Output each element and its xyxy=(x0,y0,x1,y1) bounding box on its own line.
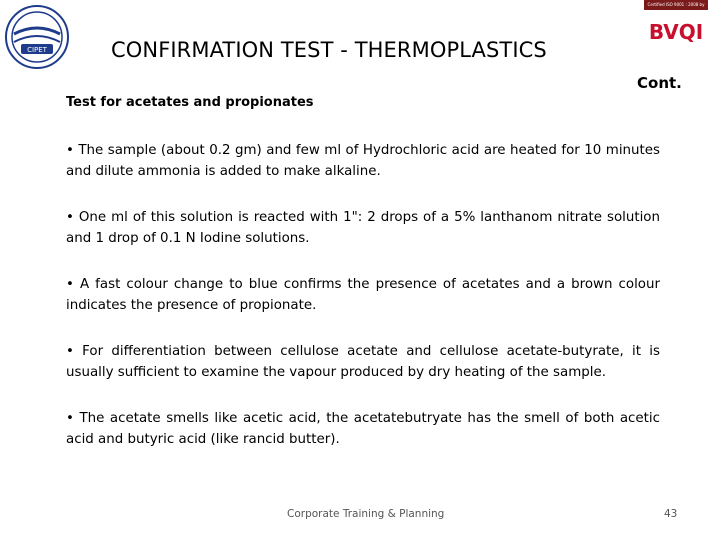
page-number: 43 xyxy=(664,508,678,520)
bullet-paragraph: • One ml of this solution is reacted with 1": 2 drops of a 5% lanthanom nitrate solution and 1 drop of 0.1 N Iodine solutions. xyxy=(66,210,660,246)
cipet-logo-text: CIPET xyxy=(27,46,47,54)
bullet-paragraph: • The acetate smells like acetic acid, the acetatebutryate has the smell of both acetic acid and butyric acid (like rancid butter). xyxy=(66,411,660,447)
footer-text: Corporate Training & Planning xyxy=(287,508,445,520)
section-subtitle: Test for acetates and propionates xyxy=(66,95,314,110)
bullet-paragraph: • A fast colour change to blue confirms the presence of acetates and a brown colour indicates the presence of propionate. xyxy=(66,277,660,313)
bvqi-logo xyxy=(644,0,708,50)
bvqi-logo-text: BVQI xyxy=(648,20,704,44)
page-title: CONFIRMATION TEST - THERMOPLASTICS xyxy=(111,38,547,62)
bullet-paragraph: • The sample (about 0.2 gm) and few ml of Hydrochloric acid are heated for 10 minutes and dilute ammonia is added to make alkaline. xyxy=(66,143,660,179)
cipet-logo xyxy=(4,4,70,70)
continued-label: Cont. xyxy=(637,74,682,92)
bullet-paragraph: • For differentiation between cellulose acetate and cellulose acetate-butyrate, it is usually sufficient to examine the vapour produced by dry heating of the sample. xyxy=(66,344,660,380)
certification-text: Certified ISO 9001 : 2008 by xyxy=(644,0,708,10)
